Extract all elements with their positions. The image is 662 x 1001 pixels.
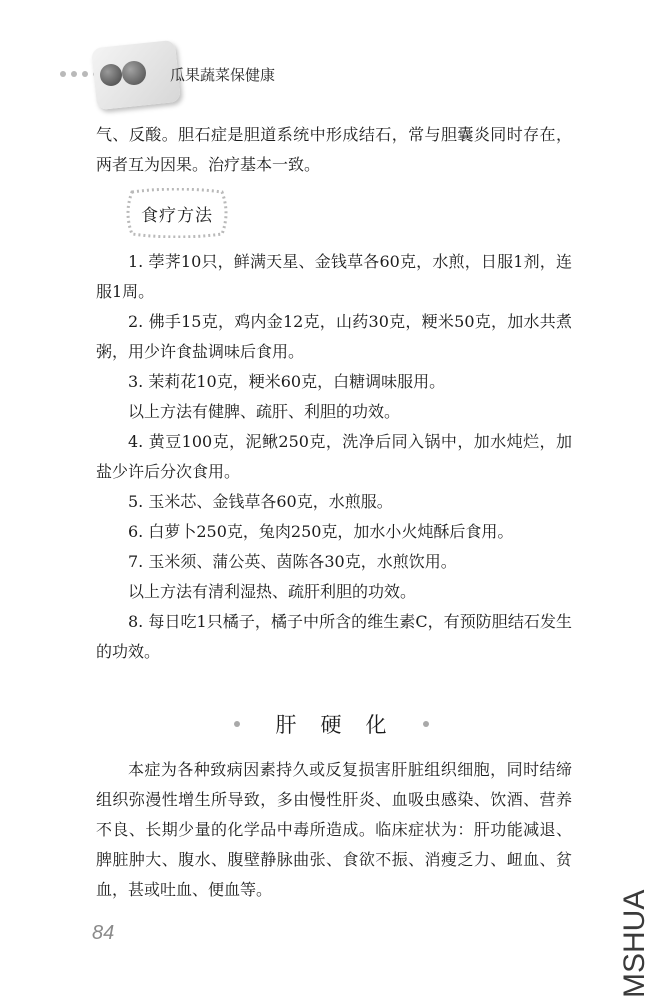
list-item: 6. 白萝卜250克，兔肉250克，加水小火炖酥后食用。: [128, 522, 514, 541]
list-item: 7. 玉米须、蒲公英、茵陈各30克，水煎饮用。: [128, 552, 457, 571]
list-item: 5. 玉米芯、金钱草各60克，水煎服。: [128, 492, 393, 511]
intro-paragraph: 气、反酸。胆石症是胆道系统中形成结石，常与胆囊炎同时存在，两者互为因果。治疗基本一致。: [96, 125, 572, 174]
section-title: 肝硬化: [275, 713, 411, 737]
list-item: 2. 佛手15克，鸡内金12克，山药30克，粳米50克，加水共煮粥，用少许食盐调味后食用。: [96, 312, 572, 361]
section-heading: [0, 706, 662, 742]
list-item: 以上方法有清利湿热、疏肝利胆的功效。: [128, 582, 417, 601]
running-header: [60, 44, 360, 114]
list-item: 4. 黄豆100克，泥鳅250克，洗净后同入锅中，加水炖烂，加盐少许后分次食用。: [96, 432, 572, 481]
list-item: 以上方法有健脾、疏肝、利胆的功效。: [128, 402, 401, 421]
list-item: 8. 每日吃1只橘子，橘子中所含的维生素C，有预防胆结石发生的功效。: [96, 612, 572, 661]
watermark-text: MSHUA: [618, 889, 651, 998]
heading-dot-icon: [234, 721, 240, 727]
intro-block: [96, 120, 572, 180]
heading-dot-icon: [423, 721, 429, 727]
fruit-icon: [122, 61, 146, 85]
list-item: 1. 荸荠10只，鲜满天星、金钱草各60克，水煎，日服1剂，连服1周。: [96, 252, 572, 301]
watermark-logo: [600, 850, 660, 1000]
badge-label: 食疗方法: [141, 206, 213, 226]
recipe-list: [96, 247, 572, 667]
list-item: 3. 茉莉花10克，粳米60克，白糖调味服用。: [128, 372, 446, 391]
header-title: 瓜果蔬菜保健康: [170, 66, 276, 84]
page-number: 84: [92, 922, 115, 944]
section-body: [96, 755, 572, 905]
fruit-icon: [100, 64, 122, 86]
diet-therapy-badge: [122, 188, 232, 238]
body-paragraph: 本症为各种致病因素持久或反复损害肝脏组织细胞，同时结缔组织弥漫性增生所导致，多由慢性肝炎、血吸虫感染、饮酒、营养不良、长期少量的化学品中毒所造成。临床症状为：肝功能减退、脾脏肿大、腹水、腹壁静脉曲张、食欲不振、消瘦乏力、衄血、贫血，甚或吐血、便血等。: [96, 760, 572, 899]
